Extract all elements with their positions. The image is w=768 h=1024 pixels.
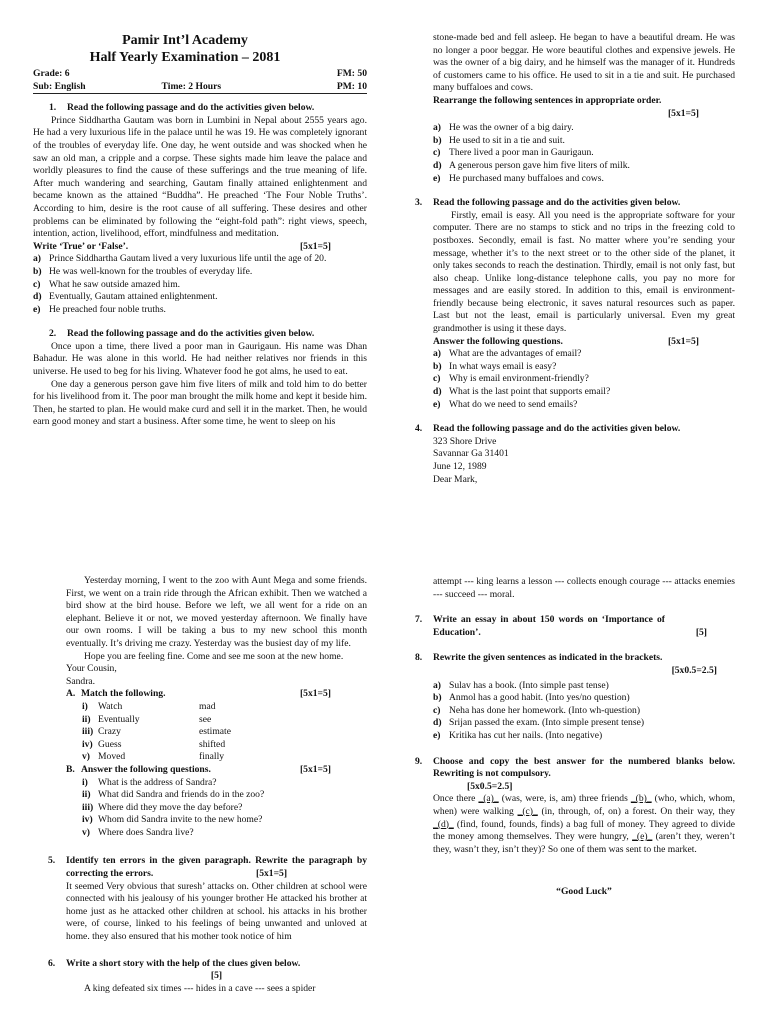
q1-passage: Prince Siddhartha Gautam was born in Lumbini in Nepal about 2555 years ago. He had a very luxurious life in the palace until he was 19. He was completely ignorant of the troubles of everyday life. One day, he went outside and was shocked when he saw an old man, a cripple and a corpse. These sights made him leave the palace and worldly pleasures to find the cause of these sufferings and the true meaning of life. After much wandering and searching, Gautam finally attained enlightenment and became known as the attained “Buddha”. He preached ‘The Four Noble Truths’. According to him, desire is the root cause of all suffering. These desires and other problems can be eliminated by following the “eight-fold path”: right views, speech, intention, action, livelihood, effort, mindfulness and meditation.: [33, 114, 367, 240]
list-item: ii) What did Sandra and friends do in the zoo?: [82, 789, 265, 801]
list-item: b) Anmol has a good habit. (Into yes/no question): [433, 692, 630, 704]
q4-letter-paragraph-2: Hope you are feeling fine. Come and see me soon at the new home.: [84, 650, 344, 662]
question-2: [33, 328, 367, 429]
q9-marks: [5x0.5=2.5]: [467, 780, 513, 792]
blank-d: _(d)_: [433, 818, 454, 830]
q8-marks: [5x0.5=2.5]: [671, 664, 717, 676]
list-item: e) Kritika has cut her nails. (Into negative): [433, 729, 603, 741]
q2-items: [433, 122, 735, 185]
table-row: v) Moved finally: [82, 751, 225, 763]
q4-title: Read the following passage and do the activities given below.: [433, 423, 681, 435]
list-item: iii) Where did they move the day before?: [82, 801, 243, 813]
q3-passage: Firstly, email is easy. All you need is the appropriate software for your computer. There are no stamps to stick and no trips in the freezing cold to postboxes. Secondly, email is fast. No matter where you’re sending your message, whether it’s to the next street or to the other side of the planet, it only takes seconds to reach the destination. Thirdly, email is not only fast, but also cheap. Unlike long-distance telephone calls, you pay no more for messages and are easily stored. In addition to this, email is environment-friendly because being electronic, it saves natural resources such as paper. Last but not the least, email is particularly universal. Even my great grandmother is using it these days.: [433, 209, 735, 335]
list-item: e) He preached four noble truths.: [33, 303, 166, 315]
list-item: a) Prince Siddhartha Gautam lived a very luxurious life until the age of 20.: [33, 253, 327, 265]
question-8: [415, 652, 735, 742]
list-item: d) Srijan passed the exam. (Into simple present tense): [433, 717, 645, 729]
q3-title: Read the following passage and do the activities given below.: [433, 197, 681, 209]
list-item: v) Where does Sandra live?: [82, 826, 194, 838]
q4-match-table: [82, 701, 367, 764]
list-item: d) Eventually, Gautam attained enlightenment.: [33, 291, 218, 303]
q6-marks: [5]: [210, 970, 223, 982]
q2-continuation: stone-made bed and fell asleep. He began to have a beautiful dream. He was no longer a poor beggar. He wore beautiful clothes and expensive jewels. He was the owner of a big dairy, and he himself was the manager of it. Hundreds of customers came to his office. He used to sit in a tie and suit. He purchased many buffaloes and cows.: [433, 32, 735, 94]
q1-number: 1.: [49, 102, 57, 114]
list-item: a) He was the owner of a big dairy.: [433, 122, 574, 134]
q7-number: 7.: [415, 614, 423, 626]
page1-right-column: [415, 32, 735, 486]
q4-marks-b: [5x1=5]: [299, 763, 331, 775]
q2-marks: [5x1=5]: [667, 107, 699, 119]
list-item: a) What are the advantages of email?: [433, 348, 582, 360]
full-marks: FM: 50: [336, 68, 367, 79]
list-item: iv) Whom did Sandra invite to the new home?: [82, 814, 263, 826]
blank-b: _(b)_: [630, 793, 652, 805]
q4-questions: [82, 777, 367, 840]
question-5: [48, 855, 367, 943]
q9-title: Choose and copy the best answer for the numbered blanks below. Rewriting is not compulsory.: [433, 755, 735, 780]
list-item: b) He used to sit in a tie and suit.: [433, 134, 565, 146]
q3-number: 3.: [415, 197, 423, 209]
q4-closing: Your Cousin,: [66, 663, 117, 675]
blank-c: _(c)_: [517, 805, 538, 817]
q4-part-a-label: A.: [66, 688, 76, 700]
list-item: a) Sulav has a book. (Into simple past tense): [433, 679, 609, 691]
q2-paragraph-2: One day a generous person gave him five liters of milk and told him to do better for his livelihood from it. The poor man brought the milk home and kept it beside him. Then, he started to plan. He would make curd and sell it in the market. Then, he would earn good money and start a business. After some time, he went to sleep on his: [33, 378, 367, 428]
q4-marks-a: [5x1=5]: [299, 688, 331, 700]
q7-marks: [5]: [695, 626, 707, 638]
q2-title: Read the following passage and do the activities given below.: [67, 328, 315, 340]
list-item: i) What is the address of Sandra?: [82, 776, 217, 788]
q1-marks: [5x1=5]: [299, 240, 331, 252]
blank-e: _(e)_: [632, 831, 653, 843]
subject-row: [33, 81, 367, 95]
q4-task-b: Answer the following questions.: [81, 763, 211, 775]
list-item: e) What do we need to send emails?: [433, 398, 578, 410]
page2-left-column: [48, 575, 367, 995]
table-row: i) Watch mad: [82, 700, 216, 712]
q8-items: [433, 680, 735, 743]
q9-passage: Once there _(a)_ (was, were, is, am) three friends _(b)_ (who, which, whom, when) were walking _(c)_ (in, through, of, on) a forest. On their way, they _(d)_ (find, found, founds, finds) a bag full of money. They agreed to divide the money among themselves. They were hungry, _(e)_ (aren’t they, weren’t they, wasn’t they, isn’t they)? So one of them was sent to the market.: [433, 793, 736, 855]
q4-letter-paragraph-1: Yesterday morning, I went to the zoo with Aunt Mega and some friends. First, we went on a train ride through the African exhibit. Then we watched a bird show at the bird house. Before we left, we all went for a ride on an elephant. Believe it or not, we moved yesterday afternoon. We finally have our own rooms. I will be taking a bus to my new school this month eventually. It’s driving me crazy. Yesterday was the busiest day of my life.: [66, 575, 367, 649]
list-item: b) He was well-known for the troubles of everyday life.: [33, 265, 253, 277]
list-item: c) What he saw outside amazed him.: [33, 278, 181, 290]
table-row: ii) Eventually see: [82, 713, 212, 725]
school-title: Pamir Int’l Academy: [122, 33, 248, 48]
q4-address-line: Savannar Ga 31401: [433, 448, 509, 460]
grade-row: [33, 68, 367, 81]
q9-number: 9.: [415, 755, 423, 767]
q6-number: 6.: [48, 957, 56, 969]
list-item: d) A generous person gave him five liters of milk.: [433, 159, 630, 171]
q4-salutation: Dear Mark,: [433, 473, 478, 485]
pass-marks: PM: 10: [336, 80, 367, 92]
q1-title: Read the following passage and do the activities given below.: [67, 102, 315, 114]
subject-label: Sub: English: [33, 80, 86, 92]
list-item: c) Neha has done her homework. (Into wh-question): [433, 704, 641, 716]
q3-task: Answer the following questions.: [433, 335, 563, 347]
q3-items: [433, 348, 735, 411]
q2-task: Rearrange the following sentences in appropriate order.: [433, 94, 662, 106]
question-7: [415, 614, 735, 639]
q4-address-line: 323 Shore Drive: [433, 435, 497, 447]
table-row: iii) Crazy estimate: [82, 726, 231, 738]
good-luck-footer: “Good Luck”: [556, 886, 612, 898]
question-6: [48, 957, 367, 996]
table-row: iv) Guess shifted: [82, 738, 226, 750]
grade-label: Grade: 6: [33, 68, 70, 79]
question-9: [415, 755, 736, 857]
q7-title: Write an essay in about 150 words on ‘Importance of Education’.: [433, 614, 665, 638]
q4-date: June 12, 1989: [433, 461, 487, 472]
page1-left-column: [33, 32, 367, 429]
question-3: [415, 197, 735, 411]
page2-right-column: [415, 576, 736, 899]
q2-paragraph-1: Once upon a time, there lived a poor man in Gaurigaun. His name was Dhan Bahadur. He was alone in this world. He had neither relatives nor friends in this universe. He used to beg for his living. Whatever food he got alms, he used to eat.: [33, 340, 367, 378]
q2-number: 2.: [49, 328, 57, 340]
q4-part-b-label: B.: [66, 763, 75, 775]
list-item: e) He purchased many buffaloes and cows.: [433, 172, 604, 184]
list-item: d) What is the last point that supports email?: [433, 386, 611, 398]
exam-title: Half Yearly Examination – 2081: [89, 50, 281, 65]
list-item: c) There lived a poor man in Gaurigaun.: [433, 147, 594, 159]
list-item: b) In what ways email is easy?: [433, 360, 557, 372]
q6-clues-start: A king defeated six times --- hides in a cave --- sees a spider: [84, 982, 316, 994]
q1-task: Write ‘True’ or ‘False’.: [33, 240, 129, 252]
q5-title: Identify ten errors in the given paragraph. Rewrite the paragraph by correcting the errors.: [66, 855, 367, 880]
q8-number: 8.: [415, 652, 423, 664]
q4-task-a: Match the following.: [81, 688, 166, 700]
q4-number: 4.: [415, 423, 423, 435]
q6-title: Write a short story with the help of the clues given below.: [66, 957, 301, 969]
q5-marks: [5x1=5]: [256, 868, 288, 880]
q5-passage: It seemed Very obvious that suresh’ attacks on. Other children at school were connected with his jealousy of his younger brother He attacked his brother at home just as he attacked other children at school. his attacks in his brother were, of course, linked to his feelings of being unwanted and unloved at home. they also ensured that his mother took notice of him: [66, 880, 367, 943]
time-label: Time: 2 Hours: [161, 80, 222, 92]
list-item: c) Why is email environment-friendly?: [433, 373, 589, 385]
question-1: [33, 102, 367, 316]
q6-clues-end: attempt --- king learns a lesson --- collects enough courage --- attacks enemies --- succeed --- moral.: [433, 576, 735, 600]
blank-a: _(a)_: [478, 793, 499, 805]
q4-signature: Sandra.: [66, 675, 96, 687]
q8-title: Rewrite the given sentences as indicated in the brackets.: [433, 652, 663, 664]
q5-number: 5.: [48, 855, 56, 867]
q1-items: [33, 253, 367, 316]
question-4: [415, 423, 735, 486]
q3-marks: [5x1=5]: [667, 335, 699, 347]
